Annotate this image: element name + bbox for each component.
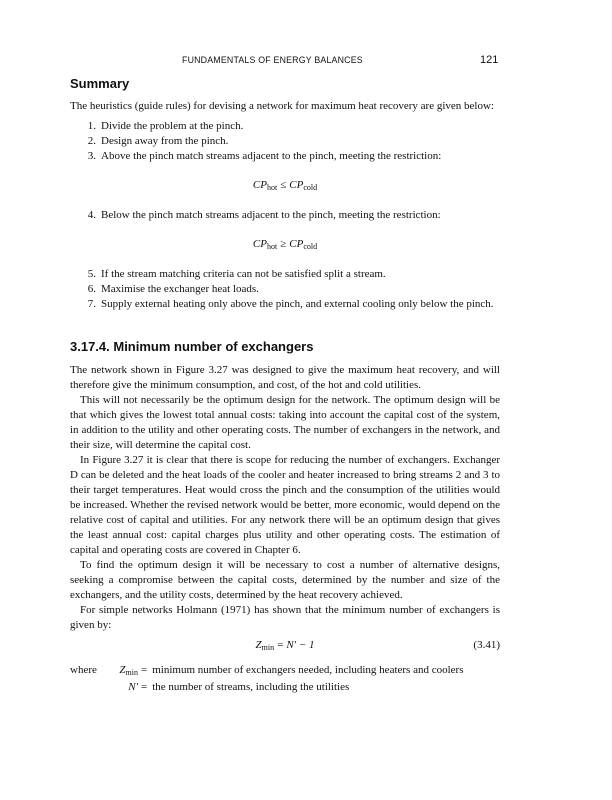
list-item [70, 267, 500, 282]
list-number: 4. [87, 209, 96, 221]
list-number: 2. [87, 135, 96, 147]
summary-intro: The heuristics (guide rules) for devising a network for maximum heat recovery are given below: [70, 100, 494, 112]
list-item [70, 297, 500, 312]
running-title: FUNDAMENTALS OF ENERGY BALANCES [182, 55, 363, 65]
equation-number: (3.41) [473, 639, 500, 651]
eq-lhs: CP [252, 238, 267, 250]
where-definition [70, 680, 500, 695]
eq-rhs: CP [289, 238, 304, 250]
where-symbol [110, 663, 141, 680]
eq-relation: ≤ [280, 179, 287, 191]
heuristics-list-cont [70, 208, 500, 223]
list-text: Below the pinch match streams adjacent to the pinch, meeting the restriction: [101, 209, 441, 221]
eq-relation: = [277, 639, 284, 651]
where-symbol [110, 680, 141, 695]
paragraph: For simple networks Holmann (1971) has shown that the minimum number of exchangers is given by: [70, 604, 500, 631]
eq-relation: ≥ [280, 238, 287, 250]
list-item [70, 119, 500, 134]
list-item [70, 134, 500, 149]
eq-lhs: Z [255, 639, 262, 651]
paragraph: The network shown in Figure 3.27 was designed to give the maximum heat recovery, and will therefore give the minimum consumption, and cost, of the hot and cold utilities. [70, 364, 500, 391]
list-number: 7. [87, 298, 96, 310]
page-number: 121 [480, 54, 499, 66]
where-text: the number of streams, including the utilities [152, 681, 350, 693]
eq-lhs: CP [252, 179, 267, 191]
section-body [70, 363, 500, 695]
section-heading: 3.17.4. Minimum number of exchangers [70, 339, 314, 354]
list-text: If the stream matching criteria can not be satisfied split a stream. [101, 268, 386, 280]
where-block [70, 663, 500, 695]
eq-lhs-sub: min [261, 643, 275, 652]
list-text: Above the pinch match streams adjacent to the pinch, meeting the restriction: [101, 150, 442, 162]
equation-above-pinch [70, 178, 500, 195]
eq-lhs-sub: hot [266, 242, 278, 251]
list-number: 6. [87, 283, 96, 295]
where-text: minimum number of exchangers needed, including heaters and coolers [152, 664, 464, 676]
where-equals: = [141, 664, 148, 676]
eq-rhs-sub: cold [303, 183, 318, 192]
eq-rhs: N′ − 1 [286, 639, 315, 651]
page-content [70, 76, 500, 695]
where-label-spacer [70, 680, 110, 695]
list-number: 1. [87, 120, 96, 132]
paragraph: This will not necessarily be the optimum design for the network. The optimum design will be that which gives the lowest total annual costs: taking into account the capital cost of the system, in addition to the utility and other operating costs. The number of exchangers in the network, and their size, will determine the capital cost. [70, 394, 500, 451]
eq-lhs-sub: hot [266, 183, 278, 192]
symbol: N′ [128, 681, 138, 693]
list-item [70, 282, 500, 297]
list-text: Divide the problem at the pinch. [101, 120, 244, 132]
paragraph: To find the optimum design it will be necessary to cost a number of alternative designs, seeking a compromise between the capital costs, determined by the number and size of the exchangers, and the utility costs, determined by the heat recovery achieved. [70, 559, 500, 601]
heuristics-list-end [70, 267, 500, 312]
summary-heading: Summary [70, 76, 130, 91]
where-label: where [70, 664, 97, 676]
list-item [70, 149, 500, 164]
equation-body [70, 638, 500, 655]
list-text: Supply external heating only above the pinch, and external cooling only below the pinch. [101, 298, 494, 310]
list-text: Maximise the exchanger heat loads. [101, 283, 259, 295]
symbol: Z [119, 664, 126, 676]
running-header [0, 55, 612, 69]
where-definition [70, 663, 500, 680]
where-equals: = [141, 681, 148, 693]
list-item [70, 208, 500, 223]
eq-rhs-sub: cold [303, 242, 318, 251]
symbol-sub: min [125, 668, 138, 677]
paragraph: In Figure 3.27 it is clear that there is scope for reducing the number of exchangers. Exchanger D can be deleted and the heat loads of the cooler and heater increased to bring streams 2 and 3 to their target temperatures. Heat would cross the pinch and the consumption of the utilities would be increased. Whether the revised network would be better, more economic, would depend on the relative cost of capital and utilities. For any network there will be an optimum design that gives the least annual cost: capital charges plus utility and other operating costs. The estimation of capital and operating costs are covered in Chapter 6. [70, 454, 500, 556]
heuristics-list [70, 119, 500, 164]
equation-below-pinch [70, 237, 500, 254]
list-number: 3. [87, 150, 96, 162]
list-number: 5. [87, 268, 96, 280]
eq-rhs: CP [289, 179, 304, 191]
list-text: Design away from the pinch. [101, 135, 229, 147]
equation-3-41 [70, 638, 500, 653]
